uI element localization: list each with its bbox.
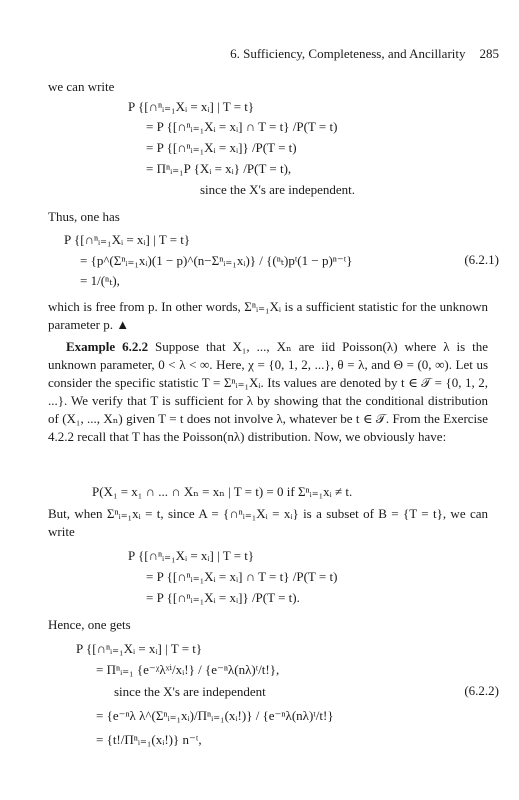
equation-line: = Πⁿᵢ₌₁P {Xᵢ = xᵢ} /P(T = t), bbox=[146, 161, 292, 176]
equation-line: P {[∩ⁿᵢ₌₁Xᵢ = xᵢ] | T = t} bbox=[128, 548, 255, 563]
equation-note: since the X's are independent. bbox=[200, 182, 356, 197]
equation-line: = {e⁻ⁿλ λ^(Σⁿᵢ₌₁xᵢ)/Πⁿᵢ₌₁(xᵢ!)} / {e⁻ⁿλ(nλ)ᵗ/t!} bbox=[96, 708, 334, 723]
paragraph-intro: we can write bbox=[48, 79, 115, 94]
page-number: 285 bbox=[479, 46, 499, 61]
running-header bbox=[230, 46, 499, 62]
equation-line: P {[∩ⁿᵢ₌₁Xᵢ = xᵢ] | T = t} bbox=[64, 232, 191, 247]
equation-line: = P {[∩ⁿᵢ₌₁Xᵢ = xᵢ]} /P(T = t) bbox=[146, 140, 297, 155]
equation-line: = P {[∩ⁿᵢ₌₁Xᵢ = xᵢ] ∩ T = t} /P(T = t) bbox=[146, 569, 338, 584]
equation-line: = {t!/Πⁿᵢ₌₁(xᵢ!)} n⁻ᵗ, bbox=[96, 732, 202, 747]
equation-line: = P {[∩ⁿᵢ₌₁Xᵢ = xᵢ]} /P(T = t). bbox=[146, 590, 300, 605]
equation-number: (6.2.2) bbox=[464, 683, 499, 698]
equation-line: = 1/(ⁿₜ), bbox=[80, 273, 120, 288]
equation-line: = P {[∩ⁿᵢ₌₁Xᵢ = xᵢ] ∩ T = t} /P(T = t) bbox=[146, 119, 338, 134]
equation-line: = Πⁿᵢ₌₁ {e⁻ᵡλˣⁱ/xᵢ!} / {e⁻ⁿλ(nλ)ᵗ/t!}, bbox=[96, 662, 280, 677]
equation-note: since the X's are independent bbox=[114, 684, 266, 699]
equation-line: P {[∩ⁿᵢ₌₁Xᵢ = xᵢ] | T = t} bbox=[128, 99, 255, 114]
paragraph-hence: Hence, one gets bbox=[48, 617, 131, 632]
chapter-title: 6. Sufficiency, Completeness, and Ancillarity bbox=[230, 46, 466, 61]
example-paragraph bbox=[48, 338, 488, 446]
paragraph-conclusion: which is free from p. In other words, Σⁿᵢ₌₁Xᵢ is a sufficient statistic for the unknown parameter p. ▲ bbox=[48, 299, 488, 332]
example-body: Suppose that X₁, ..., Xₙ are iid Poisson(λ) where λ is the unknown parameter, 0 < λ < ∞. Here, χ = {0, 1, 2, ...}, θ = λ, and Θ = (0, ∞). Let us consider the specific statistic T = Σⁿᵢ₌₁Xᵢ. Its values are denoted by t ∈ 𝒯 = {0, 1, 2, ...}. We verify that T is sufficient for λ by showing that the conditional distribution of (X₁, ..., Xₙ) given T = t does not involve λ, whatever be t ∈ 𝒯. From the Exercise 4.2.2 recall that T has the Poisson(nλ) distribution. Now, we obviously have: bbox=[48, 339, 488, 444]
paragraph-thus: Thus, one has bbox=[48, 209, 120, 224]
paragraph-but-when: But, when Σⁿᵢ₌₁xᵢ = t, since A = {∩ⁿᵢ₌₁Xᵢ = xᵢ} is a subset of B = {T = t}, we can write bbox=[48, 506, 488, 539]
equation-number: (6.2.1) bbox=[464, 252, 499, 267]
equation-line: P {[∩ⁿᵢ₌₁Xᵢ = xᵢ] | T = t} bbox=[76, 641, 203, 656]
equation-line: = {p^(Σⁿᵢ₌₁xᵢ)(1 − p)^(n−Σⁿᵢ₌₁xᵢ)} / {(ⁿₜ)pᵗ(1 − p)ⁿ⁻ᵗ} bbox=[80, 253, 353, 268]
example-label: Example 6.2.2 bbox=[66, 339, 149, 354]
equation-line: P(X₁ = x₁ ∩ ... ∩ Xₙ = xₙ | T = t) = 0 if Σⁿᵢ₌₁xᵢ ≠ t. bbox=[92, 484, 353, 499]
